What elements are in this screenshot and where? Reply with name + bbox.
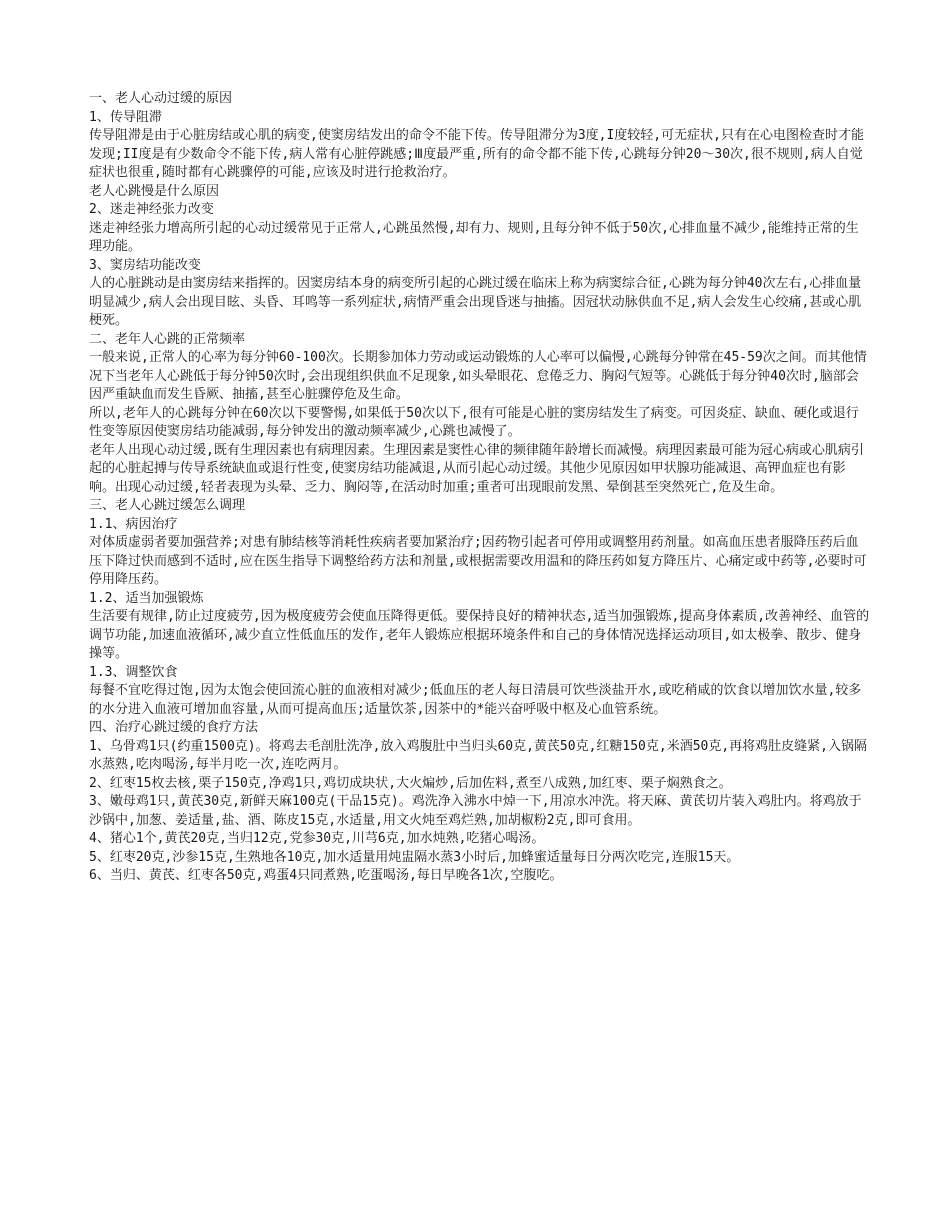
paragraph-factors: 老年人出现心动过缓,既有生理因素也有病理因素。生理因素是窦性心律的频律随年龄增长而减慢。病理因素最可能为冠心病或心肌病引起的心脏起搏与传导系统缺血或退行性变,使窦房结功能减退,从而引起心动过缓。其他少见原因如甲状腺功能减退、高钾血症也有影响。出现心动过缓,轻者表现为头晕、乏力、胸闷等,在活动时加重;重者可出现眼前发黑、晕倒甚至突然死亡,危及生命。 xyxy=(89,442,864,495)
subheading-vagus-nerve: 2、迷走神经张力改变 xyxy=(89,202,214,217)
paragraph-conduction-block: 传导阻滞是由于心脏房结或心肌的病变,使窦房结发出的命令不能下传。传导阻滞分为3度,I度较轻,可无症状,只有在心电图检查时才能发现;II度是有少数命令不能下传,病人常有心脏停跳感;Ⅲ度最严重,所有的命令都不能下传,心跳每分钟20～30次,很不规则,病人自觉症状也很重,随时都有心跳骤停的可能,应该及时进行抢救治疗。 xyxy=(89,128,864,180)
subheading-diet: 1.3、调整饮食 xyxy=(89,664,178,680)
document-body xyxy=(89,90,871,886)
recipe-item-6: 6、当归、黄芪、红枣各50克,鸡蛋4只同煮熟,吃蛋喝汤,每日早晚各1次,空腹吃。 xyxy=(89,868,563,883)
paragraph-warning: 所以,老年人的心跳每分钟在60次以下要警惕,如果低于50次以下,很有可能是心脏的窦房结发生了病变。可因炎症、缺血、硬化或退行性变等原因使窦房结功能减弱,每分钟发出的激动频率减少,心跳也减慢了。 xyxy=(89,405,859,439)
subheading-conduction-block: 1、传导阻滞 xyxy=(89,109,162,125)
subheading-exercise: 1.2、适当加强锻炼 xyxy=(89,590,204,606)
paragraph-diet: 每餐不宜吃得过饱,因为太饱会使回流心脏的血液相对减少;低血压的老人每日清晨可饮些淡盐开水,或吃稍咸的饮食以增加饮水量,较多的水分进入血液可增加血容量,从而可提高血压;适量饮茶,因茶中的*能兴奋呼吸中枢及心血管系统。 xyxy=(89,683,862,717)
section-heading-food-therapy: 四、治疗心跳过缓的食疗方法 xyxy=(89,720,259,735)
recipe-item-2: 2、红枣15枚去核,栗子150克,净鸡1只,鸡切成块状,大火煸炒,后加佐料,煮至八成熟,加红枣、栗子焖熟食之。 xyxy=(89,775,732,791)
subheading-cause-treatment: 1.1、病因治疗 xyxy=(89,516,178,532)
section-heading-treatment: 三、老人心跳过缓怎么调理 xyxy=(89,498,246,513)
paragraph-sinus-node: 人的心脏跳动是由窦房结来指挥的。因窦房结本身的病变所引起的心跳过缓在临床上称为病窦综合征,心跳为每分钟40次左右,心排血量明显减少,病人会出现目眩、头昏、耳鸣等一系列症状,病情严重会出现昏迷与抽搐。因冠状动脉供血不足,病人会发生心绞痛,甚或心肌梗死。 xyxy=(89,276,862,328)
recipe-item-3: 3、嫩母鸡1只,黄芪30克,新鲜天麻100克(干品15克)。鸡洗净入沸水中焯一下,用凉水冲洗。将天麻、黄芪切片装入鸡肚内。将鸡放于沙锅中,加葱、姜适量,盐、酒、陈皮15克,水适量,用文火炖至鸡烂熟,加胡椒粉2克,即可食用。 xyxy=(89,794,862,828)
subheading-slow-heartbeat-cause: 老人心跳慢是什么原因 xyxy=(89,183,220,199)
section-heading-causes: 一、老人心动过缓的原因 xyxy=(89,91,233,106)
subheading-sinus-node: 3、窦房结功能改变 xyxy=(89,257,201,273)
paragraph-vagus-nerve: 迷走神经张力增高所引起的心动过缓常见于正常人,心跳虽然慢,却有力、规则,且每分钟不低于50次,心排血量不减少,能维持正常的生理功能。 xyxy=(89,220,859,254)
paragraph-exercise: 生活要有规律,防止过度疲劳,因为极度疲劳会使血压降得更低。要保持良好的精神状态,适当加强锻炼,提高身体素质,改善神经、血管的调节功能,加速血液循环,减少直立性低血压的发作,老年人锻炼应根据环境条件和自己的身体情况选择运动项目,如太极拳、散步、健身操等。 xyxy=(89,609,870,661)
section-heading-normal-rate: 二、老年人心跳的正常频率 xyxy=(89,331,246,347)
paragraph-normal-rate: 一般来说,正常人的心率为每分钟60-100次。长期参加体力劳动或运动锻炼的人心率可以偏慢,心跳每分钟常在45-59次之间。而其他情况下当老年人心跳低于每分钟50次时,会出现组织供血不足现象,如头晕眼花、怠倦乏力、胸闷气短等。心跳低于每分钟40次时,脑部会因严重缺血而发生昏厥、抽搐,甚至心脏骤停危及生命。 xyxy=(89,350,867,402)
recipe-item-1: 1、乌骨鸡1只(约重1500克)。将鸡去毛剖肚洗净,放入鸡腹肚中当归头60克,黄芪50克,红糖150克,米酒50克,再将鸡肚皮缝紧,入锅隔水蒸熟,吃肉喝汤,每半月吃一次,连吃两月。 xyxy=(89,738,868,772)
recipe-item-4: 4、猪心1个,黄芪20克,当归12克,党参30克,川芎6克,加水炖熟,吃猪心喝汤。 xyxy=(89,831,545,846)
recipe-item-5: 5、红枣20克,沙参15克,生熟地各10克,加水适量用炖盅隔水蒸3小时后,加蜂蜜适量每日分两次吃完,连服15天。 xyxy=(89,849,740,865)
paragraph-cause-treatment: 对体质虚弱者要加强营养;对患有肺结核等消耗性疾病者要加紧治疗;因药物引起者可停用或调整用药剂量。如高血压患者服降压药后血压下降过快而感到不适时,应在医生指导下调整给药方法和剂量,或根据需要改用温和的降压药如复方降压片、心痛定或中药等,必要时可停用降压药。 xyxy=(89,535,867,587)
